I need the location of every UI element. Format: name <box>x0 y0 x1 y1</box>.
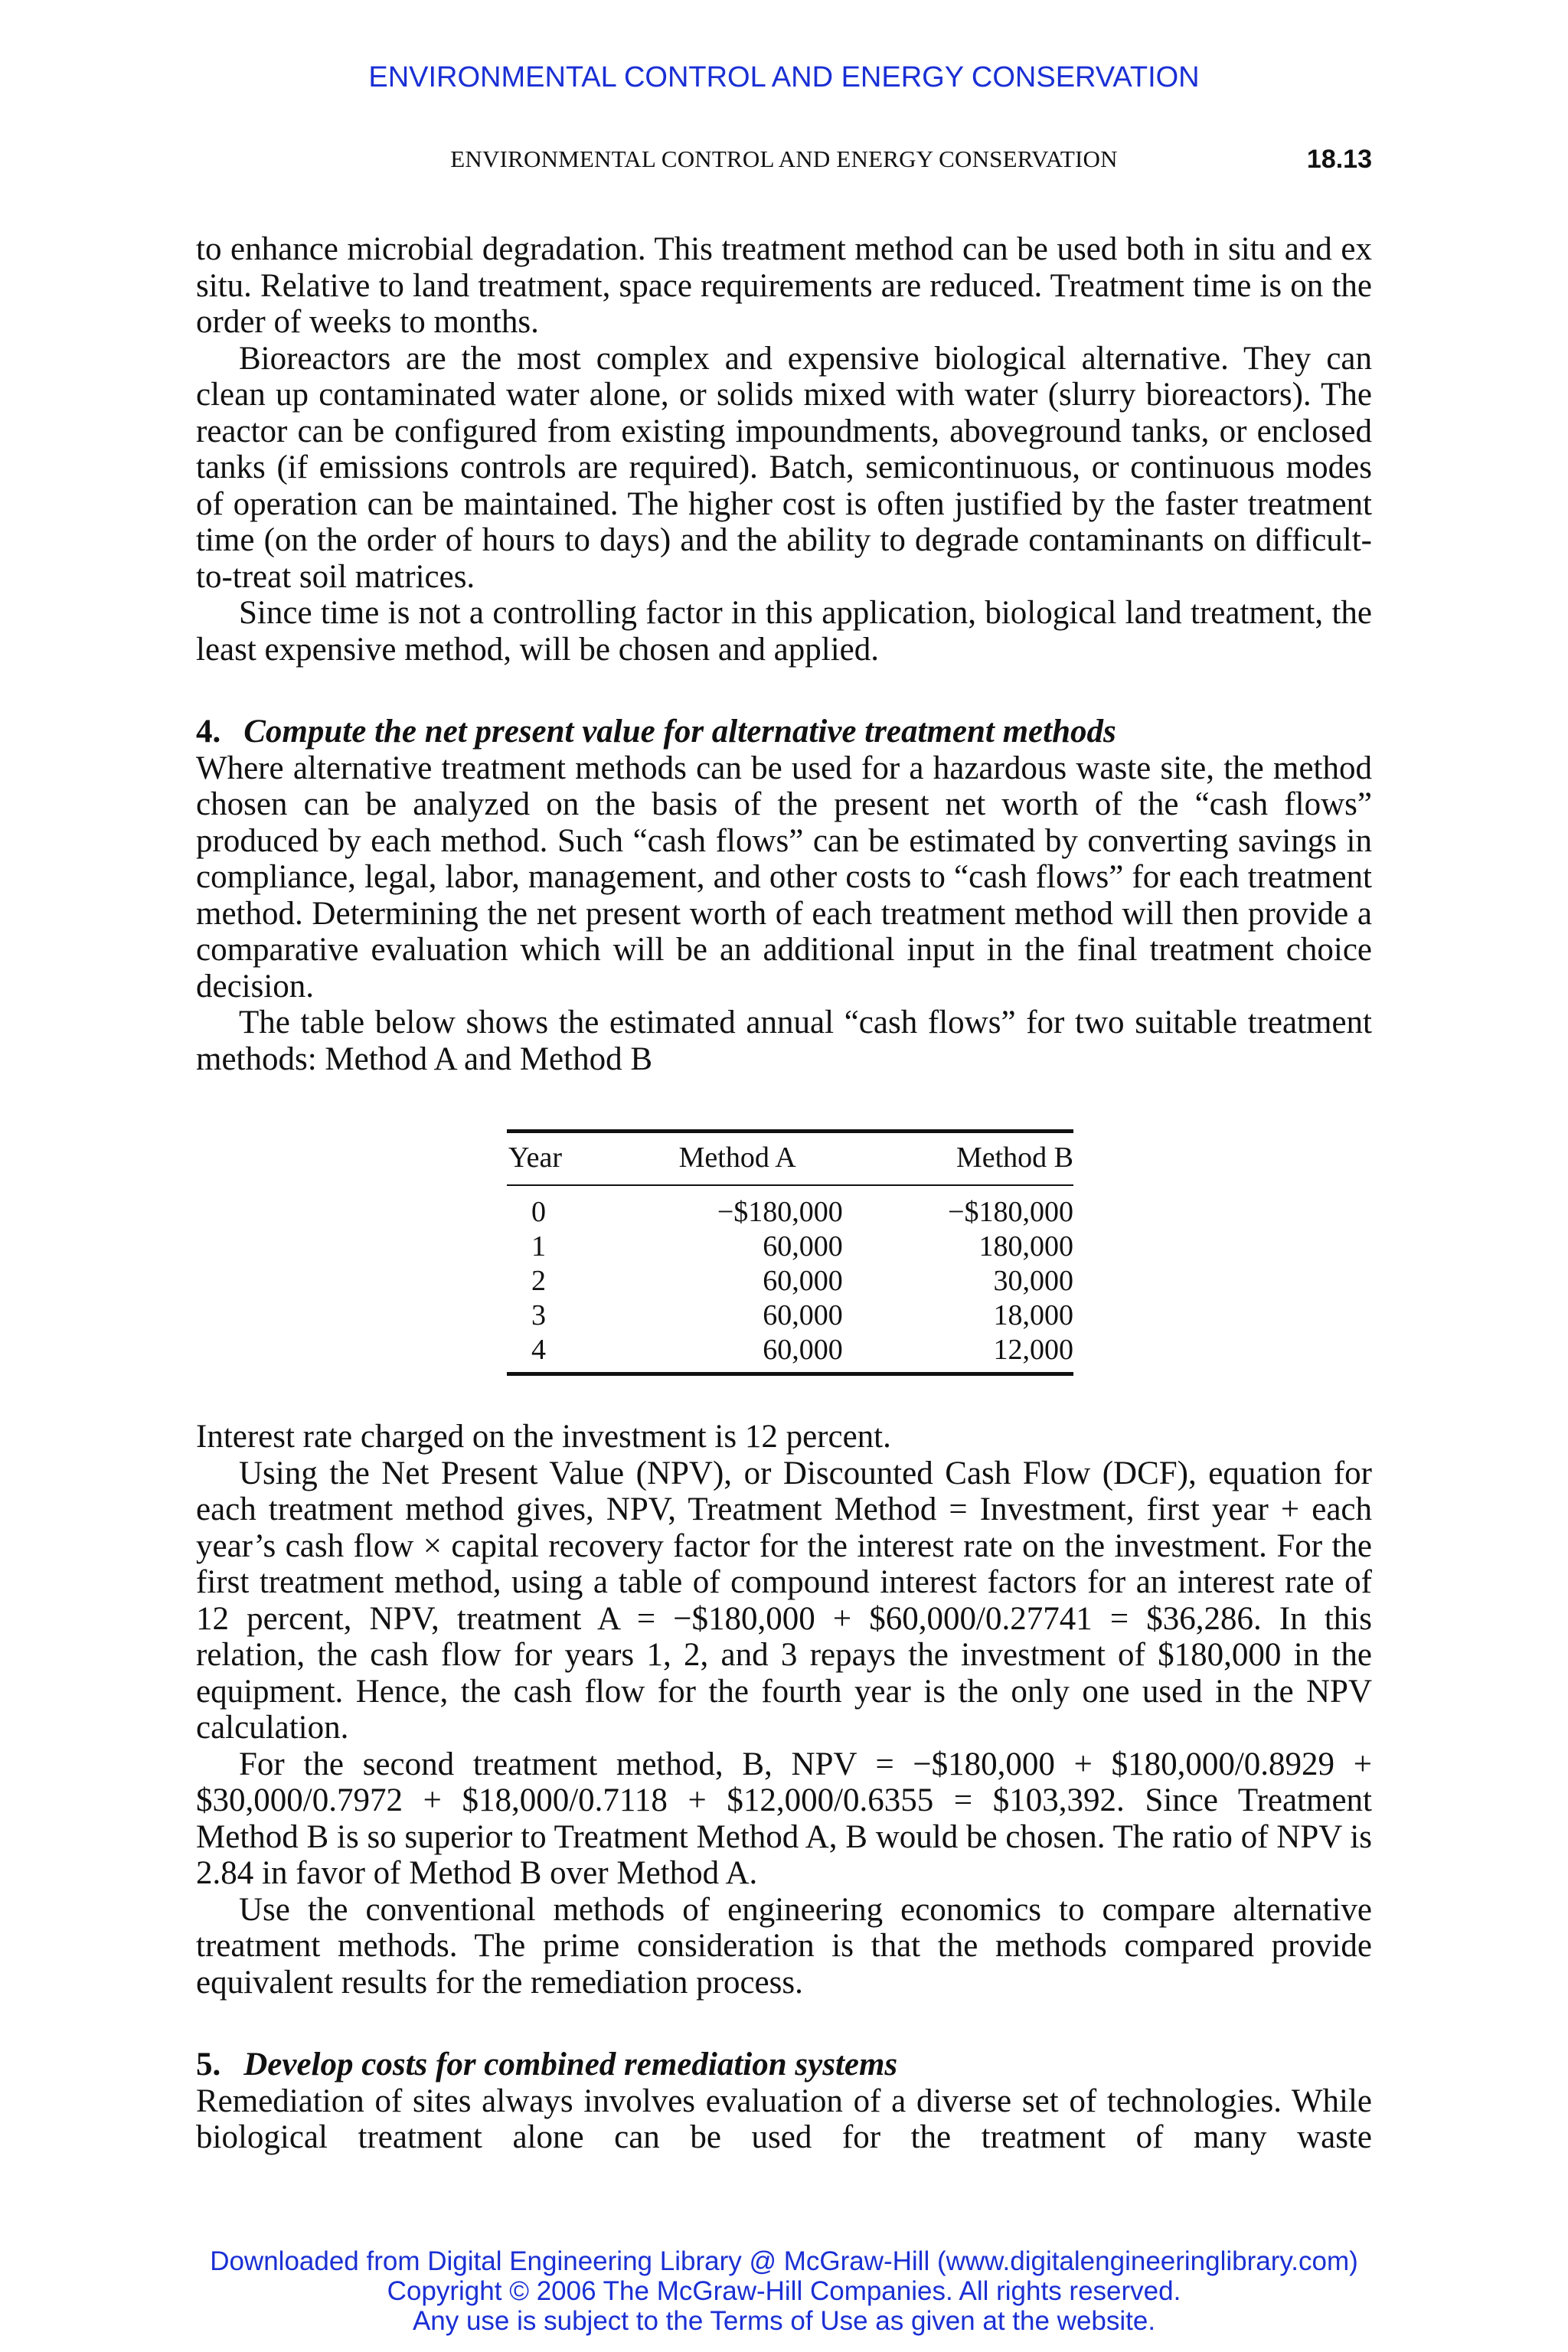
footer-copyright-line: Copyright © 2006 The McGraw-Hill Companies. All rights reserved. <box>387 2276 1181 2306</box>
paragraph-land-treatment-choice: Since time is not a controlling factor in this application, biological land treatment, the least expensive method, will be chosen and applied. <box>196 595 1372 668</box>
cell-method-a: 60,000 <box>763 1265 843 1297</box>
section-5-paragraph-1: Remediation of sites always involves evaluation of a diverse set of technologies. While biological treatment alone can be used for the treatment of many waste <box>196 2082 1372 2155</box>
paragraph-bioreactors: Bioreactors are the most complex and expensive biological alternative. They can clean up contaminated water alone, or solids mixed with water (slurry bioreactors). The reactor can be configured from existing impoundments, aboveground tanks, or enclosed tanks (if emissions controls are required). Batch, semicontinuous, or continuous modes of operation can be maintained. The higher cost is often justified by the faster treatment time (on the order of hours to days) and the ability to degrade contaminants on difficult-to-treat soil matrices. <box>196 340 1372 595</box>
cell-year: 3 <box>531 1299 546 1331</box>
cell-year: 1 <box>531 1230 546 1263</box>
cell-year: 4 <box>531 1334 546 1366</box>
table-row <box>507 1298 1073 1333</box>
section-4-paragraph-npv-b: For the second treatment method, B, NPV = −$180,000 + $180,000/0.8929 + $30,000/0.7972 + $18,000/0.7118 + $12,000/0.6355 = $103,392. Since Treatment Method B is so superior to Treatment Method A, B would be chosen. The ratio of NPV is 2.84 in favor of Method B over Method A. <box>196 1746 1372 1891</box>
cell-method-a: 60,000 <box>763 1230 843 1263</box>
cash-flow-table <box>507 1129 1073 1376</box>
header-year: Year <box>507 1132 623 1186</box>
section-4-heading <box>196 714 1372 750</box>
cell-method-b: −$180,000 <box>948 1196 1073 1228</box>
section-4-title: Compute the net present value for alternative treatment methods <box>243 714 1116 750</box>
header-method-a: Method A <box>623 1132 852 1186</box>
footer-download-link[interactable]: Downloaded from Digital Engineering Library @ McGraw-Hill (www.digitalengineeringlibrary.com) <box>210 2246 1358 2276</box>
running-head-title: ENVIRONMENTAL CONTROL AND ENERGY CONSERVATION <box>450 145 1118 172</box>
section-5-heading <box>196 2047 1372 2083</box>
top-banner-link[interactable]: ENVIRONMENTAL CONTROL AND ENERGY CONSERVATION <box>368 61 1200 93</box>
table-row <box>507 1264 1073 1298</box>
cell-method-a: 60,000 <box>763 1334 843 1366</box>
cell-method-a: 60,000 <box>763 1299 843 1331</box>
body-column <box>196 231 1372 2156</box>
cell-method-b: 12,000 <box>993 1334 1073 1366</box>
section-4-paragraph-npv-a: Using the Net Present Value (NPV), or Discounted Cash Flow (DCF), equation for each treatment method gives, NPV, Treatment Method = Investment, first year + each year’s cash flow × capital recovery factor for the interest rate on the investment. For the first treatment method, using a table of compound interest factors for an interest rate of 12 percent, NPV, treatment A = −$180,000 + $60,000/0.27741 = $36,286. In this relation, the cash flow for years 1, 2, and 3 repays the investment of $180,000 in the equipment. Hence, the cash flow for the fourth year is the only one used in the NPV calculation. <box>196 1455 1372 1746</box>
paragraph-continued: to enhance microbial degradation. This treatment method can be used both in situ and ex situ. Relative to land treatment, space requirements are reduced. Treatment time is on the order of weeks to months. <box>196 231 1372 340</box>
footer-copyright <box>0 2246 1568 2336</box>
table-row <box>507 1230 1073 1264</box>
cell-method-b: 30,000 <box>993 1265 1073 1297</box>
cell-method-b: 18,000 <box>993 1299 1073 1331</box>
running-head <box>196 142 1372 176</box>
page-number: 18.13 <box>1306 145 1372 174</box>
footer-terms-line[interactable]: Any use is subject to the Terms of Use as given at the website. <box>412 2306 1156 2336</box>
section-4-paragraph-conclusion: Use the conventional methods of engineering economics to compare alternative treatment methods. The prime consideration is that the methods compared provide equivalent results for the remediation process. <box>196 1891 1372 2001</box>
section-4-paragraph-interest: Interest rate charged on the investment is 12 percent. <box>196 1419 891 1455</box>
section-5-number: 5. <box>196 2047 221 2082</box>
cell-year: 2 <box>531 1265 546 1297</box>
section-5-title: Develop costs for combined remediation systems <box>243 2047 898 2082</box>
cell-method-a: −$180,000 <box>717 1196 843 1228</box>
section-4-number: 4. <box>196 714 221 750</box>
cell-method-b: 180,000 <box>978 1230 1073 1263</box>
section-4-paragraph-2: The table below shows the estimated annual “cash flows” for two suitable treatment methods: Method A and Method B <box>196 1004 1372 1077</box>
cell-year: 0 <box>531 1196 546 1228</box>
table-header-row <box>507 1132 1073 1186</box>
table-row <box>507 1333 1073 1374</box>
section-4-paragraph-1: Where alternative treatment methods can be used for a hazardous waste site, the method chosen can be analyzed on the basis of the present net worth of the “cash flows” produced by each method. Such “cash flows” can be estimated by converting savings in compliance, legal, labor, management, and other costs to “cash flows” for each treatment method. Determining the net present worth of each treatment method will then provide a comparative evaluation which will be an additional input in the final treatment choice decision. <box>196 750 1372 1004</box>
header-method-b: Method B <box>852 1132 1073 1186</box>
table-row <box>507 1185 1073 1230</box>
